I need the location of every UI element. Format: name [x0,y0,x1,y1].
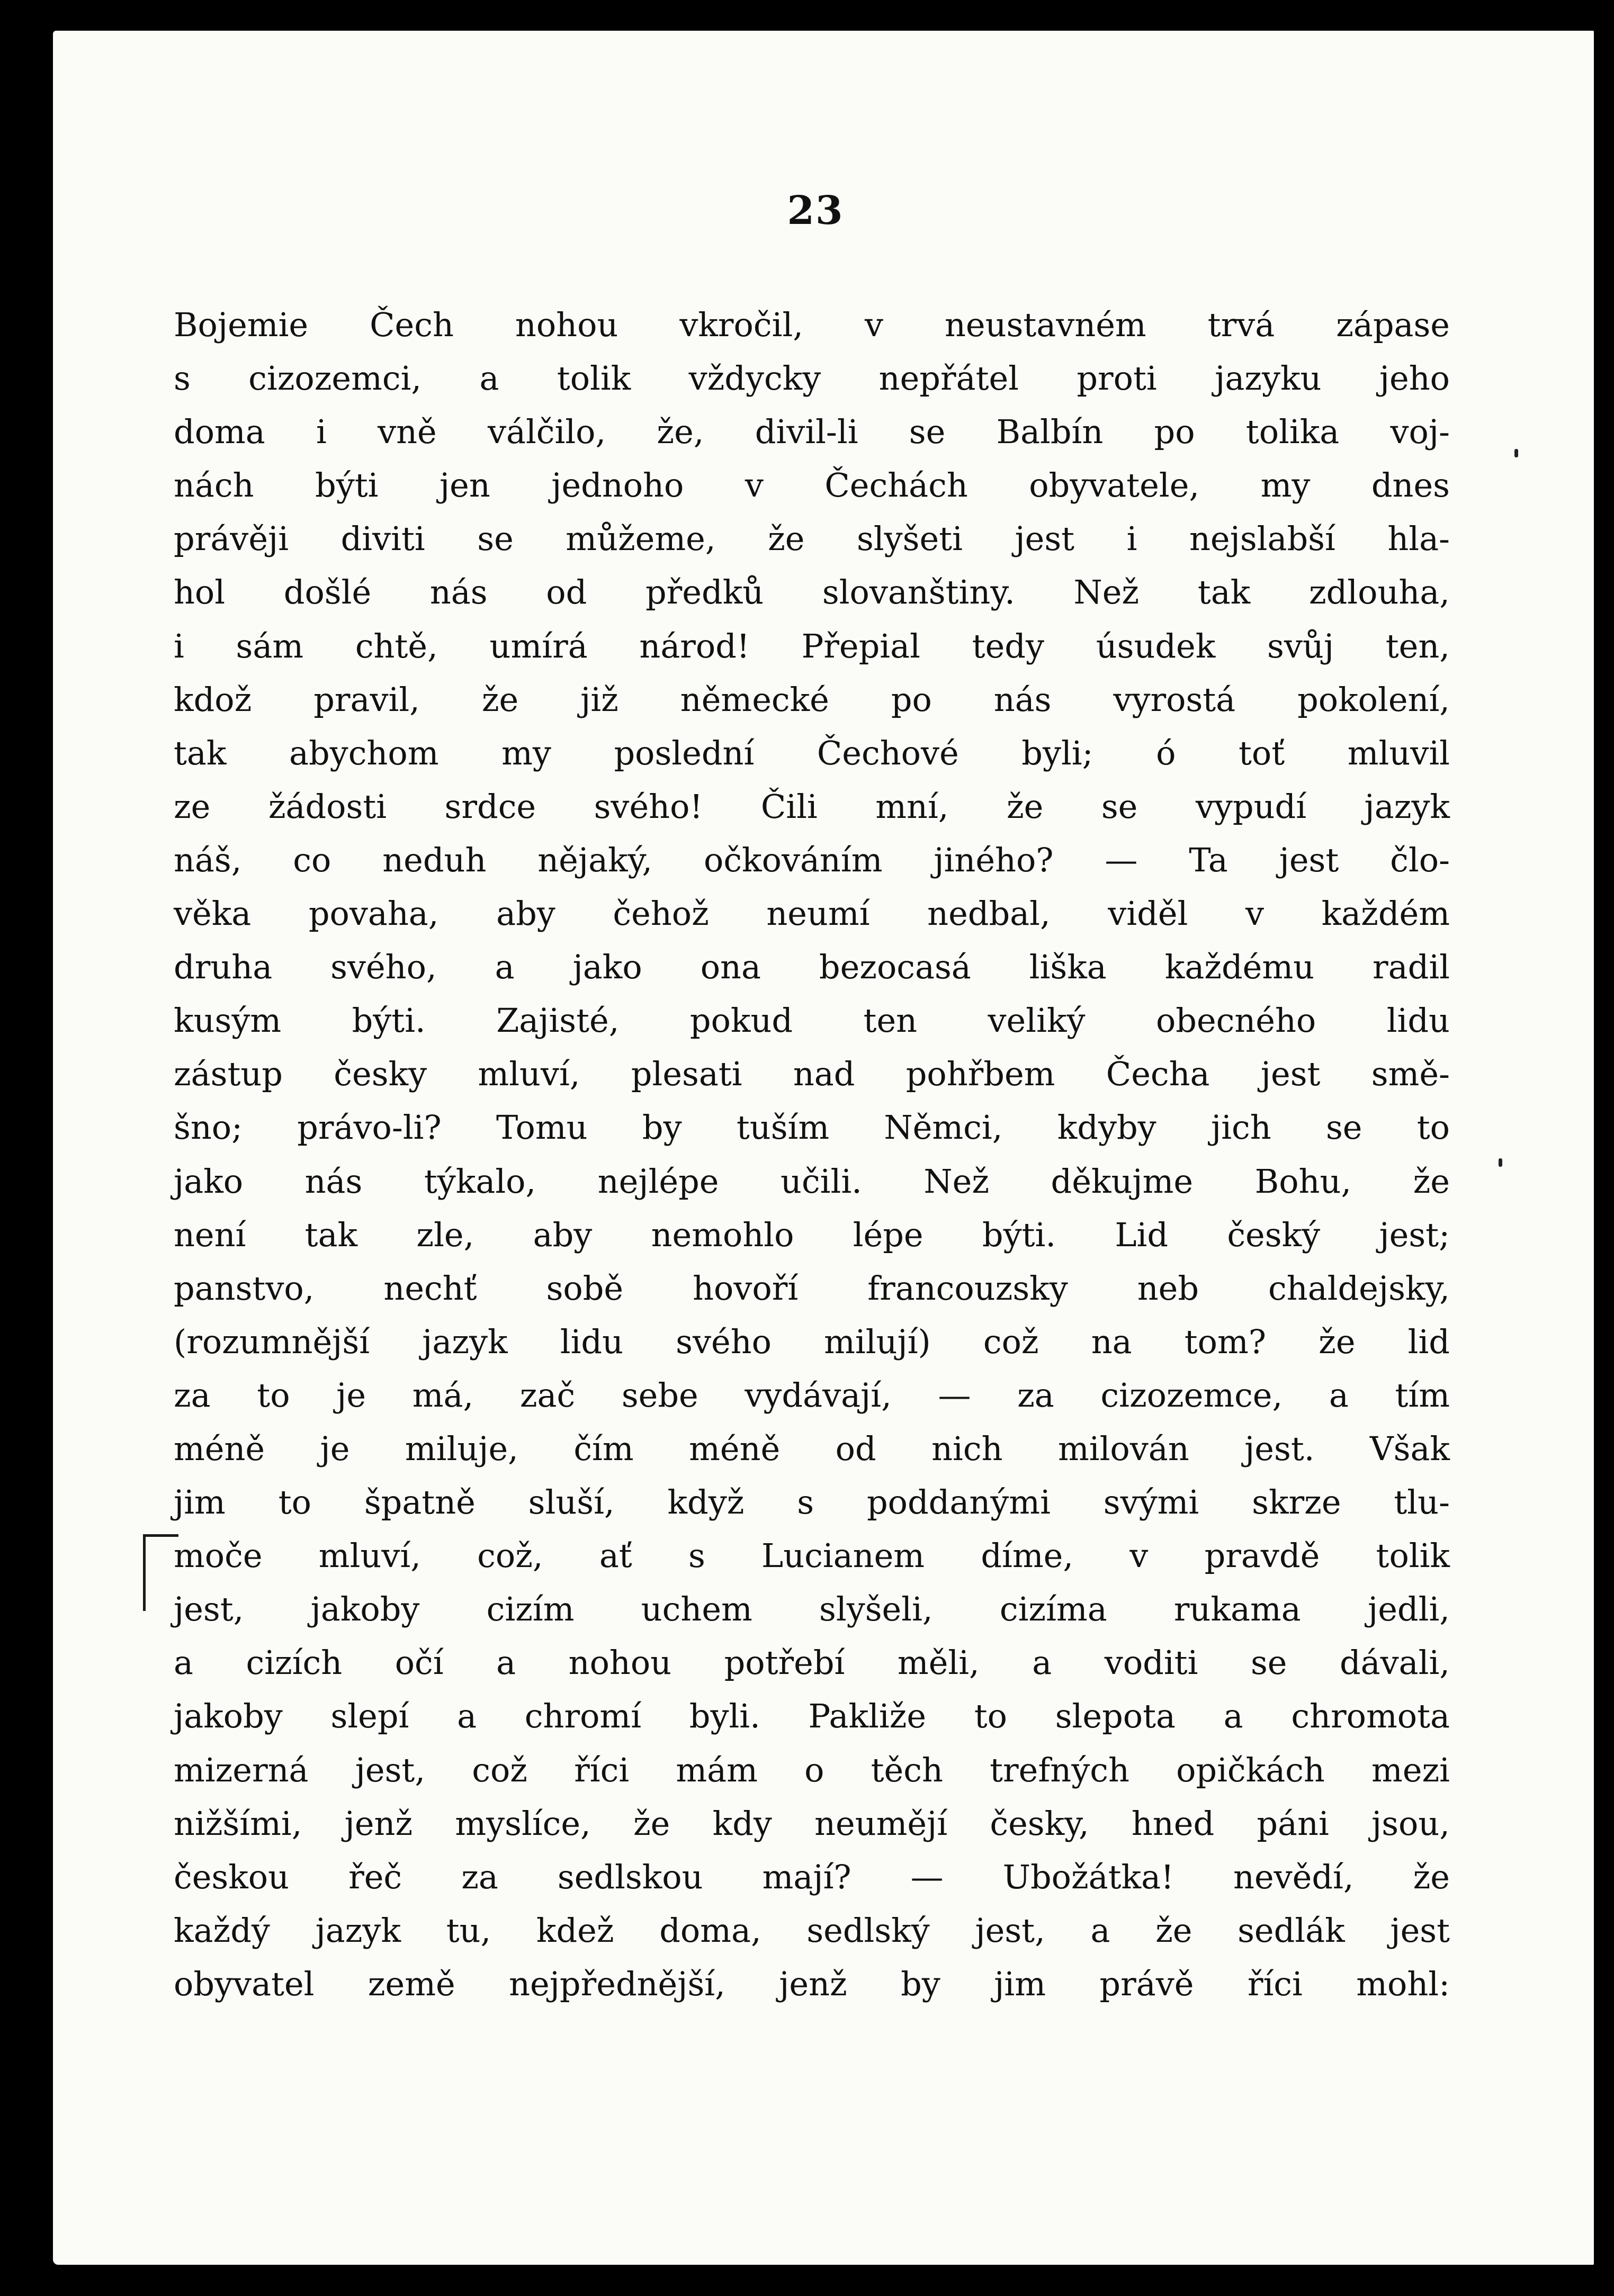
text-line: moče mluví, což, ať s Lucianem díme, v pravdě tolik [174,1536,1450,1575]
text-line: a cizích očí a nohou potřebí měli, a voditi se dávali, [174,1643,1450,1682]
text-line: tak abychom my poslední Čechové byli; ó toť mluvil [174,733,1450,772]
text-line: kusým býti. Zajisté, pokud ten veliký obecného lidu [174,1001,1450,1040]
book-page [53,31,1594,2265]
text-line: panstvo, nechť sobě hovoří francouzsky neb chaldejsky, [174,1268,1450,1308]
text-line: nách býti jen jednoho v Čechách obyvatele, my dnes [174,466,1450,505]
text-line: (rozumnější jazyk lidu svého milují) což na tom? že lid [174,1322,1450,1361]
text-line: obyvatel země nejpřednější, jenž by jim právě říci mohl: [174,1964,1450,2003]
text-line: Bojemie Čech nohou vkročil, v neustavném trvá zápase [174,305,1450,344]
body-text [174,298,1450,2011]
text-line: druha svého, a jako ona bezocasá liška každému radil [174,948,1450,987]
text-line: zástup česky mluví, plesati nad pohřbem Čecha jest smě- [174,1055,1450,1094]
text-line: hol došlé nás od předků slovanštiny. Než tak zdlouha, [174,573,1450,612]
text-line: s cizozemci, a tolik vždycky nepřátel proti jazyku jeho [174,359,1450,398]
text-line: ze žádosti srdce svého! Čili mní, že se vypudí jazyk [174,787,1450,826]
text-line: jim to špatně sluší, když s poddanými svými skrze tlu- [174,1483,1450,1522]
text-line: nižšími, jenž myslíce, že kdy neumějí česky, hned páni jsou, [174,1804,1450,1843]
text-line: méně je miluje, čím méně od nich milován jest. Však [174,1429,1450,1468]
margin-speck [1514,449,1518,457]
margin-bracket-mark [143,1534,178,1611]
text-line: českou řeč za sedlskou mají? — Ubožátka! nevědí, že [174,1857,1450,1896]
text-line: jako nás týkalo, nejlépe učili. Než děkujme Bohu, že [174,1161,1450,1201]
text-line: za to je má, zač sebe vydávají, — za cizozemce, a tím [174,1375,1450,1415]
text-line: věka povaha, aby čehož neumí nedbal, viděl v každém [174,894,1450,933]
text-line: právěji diviti se můžeme, že slyšeti jest i nejslabší hla- [174,519,1450,559]
margin-speck [1499,1158,1502,1167]
text-line: šno; právo-li? Tomu by tuším Němci, kdyby jich se to [174,1108,1450,1147]
text-line: každý jazyk tu, kdež doma, sedlský jest, a že sedlák jest [174,1911,1450,1950]
text-line: jakoby slepí a chromí byli. Pakliže to slepota a chromota [174,1697,1450,1736]
text-line: i sám chtě, umírá národ! Přepial tedy úsudek svůj ten, [174,626,1450,665]
text-line: náš, co neduh nějaký, očkováním jiného? — Ta jest člo- [174,840,1450,879]
text-line: jest, jakoby cizím uchem slyšeli, cizíma rukama jedli, [174,1590,1450,1629]
page-number: 23 [787,188,844,233]
text-line: není tak zle, aby nemohlo lépe býti. Lid český jest; [174,1215,1450,1254]
text-line: mizerná jest, což říci mám o těch trefných opičkách mezi [174,1750,1450,1789]
text-line: kdož pravil, že již německé po nás vyrostá pokolení, [174,680,1450,719]
text-line: doma i vně válčilo, že, divil-li se Balbín po tolika voj- [174,412,1450,452]
